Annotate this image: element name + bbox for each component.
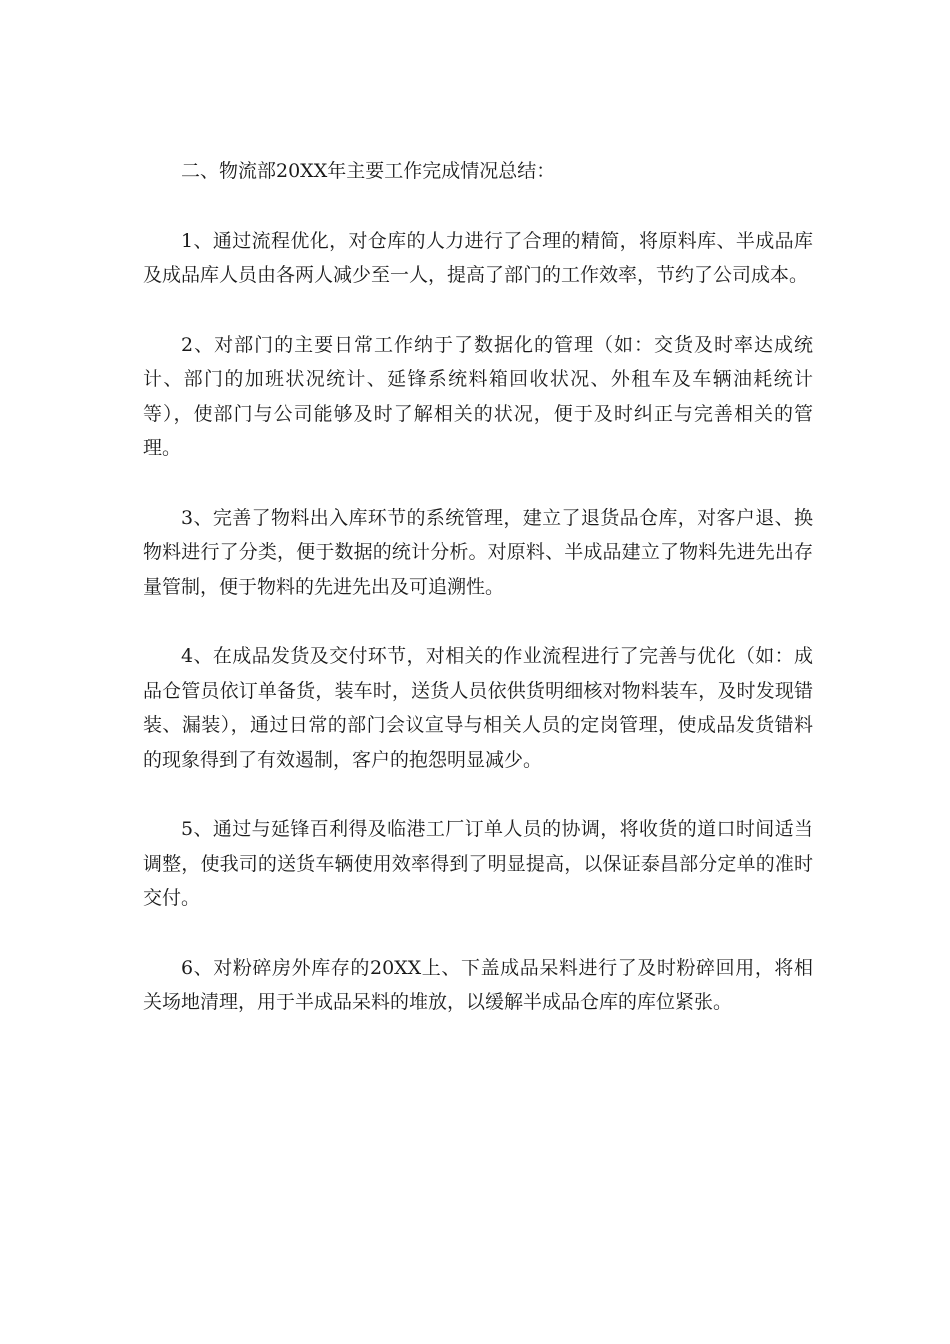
paragraph-2: 2、对部门的主要日常工作纳于了数据化的管理（如：交货及时率达成统计、部门的加班状况统计、延锋系统料箱回收状况、外租车及车辆油耗统计等），使部门与公司能够及时了解相关的状况，便于及时纠正与完善相关的管理。 xyxy=(143,333,813,459)
paragraph-4: 4、在成品发货及交付环节，对相关的作业流程进行了完善与优化（如：成品仓管员依订单备货，装车时，送货人员依供货明细核对物料装车，及时发现错装、漏装），通过日常的部门会议宣导与相关人员的定岗管理，使成品发货错料的现象得到了有效遏制，客户的抱怨明显减少。 xyxy=(143,645,813,771)
paragraph-6: 6、对粉碎房外库存的20XX上、下盖成品呆料进行了及时粉碎回用，将相关场地清理，用于半成品呆料的堆放，以缓解半成品仓库的库位紧张。 xyxy=(143,956,813,1013)
document-body xyxy=(143,154,813,1055)
paragraph-3: 3、完善了物料出入库环节的系统管理，建立了退货品仓库，对客户退、换物料进行了分类，便于数据的统计分析。对原料、半成品建立了物料先进先出存量管制，便于物料的先进先出及可追溯性。 xyxy=(143,506,813,598)
section-heading: 二、物流部20XX年主要工作完成情况总结： xyxy=(181,160,556,182)
paragraph-5: 5、通过与延锋百利得及临港工厂订单人员的协调，将收货的道口时间适当调整，使我司的送货车辆使用效率得到了明显提高，以保证泰昌部分定单的准时交付。 xyxy=(143,818,813,909)
paragraph-1: 1、通过流程优化，对仓库的人力进行了合理的精简，将原料库、半成品库及成品库人员由各两人减少至一人，提高了部门的工作效率，节约了公司成本。 xyxy=(143,229,813,286)
